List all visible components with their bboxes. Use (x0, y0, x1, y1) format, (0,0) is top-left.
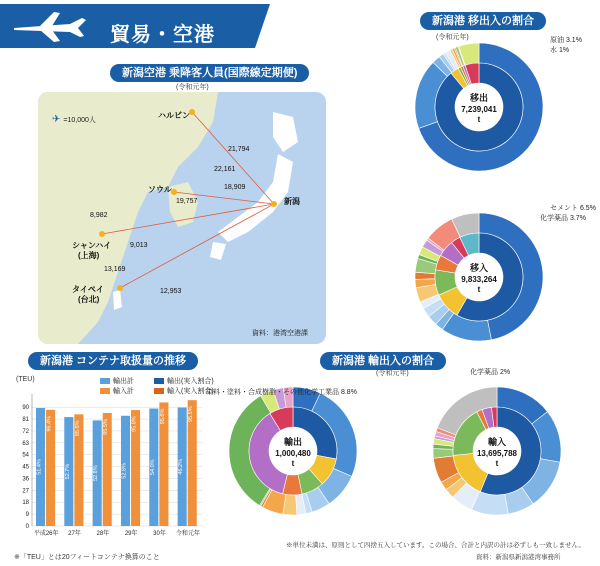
flow-shanghai-in: 9,013 (130, 242, 148, 249)
city-seoul: ソウル (148, 185, 172, 194)
bar-label-import: 95.5% (103, 419, 110, 435)
bar-label-import: 96.4% (46, 416, 53, 432)
y-tick-label: 72 (22, 428, 29, 435)
donut-unit: t (291, 459, 295, 468)
flow-taipei-in: 12,953 (160, 288, 182, 295)
y-tick-label: 27 (22, 488, 29, 495)
x-tick-label: 平成26年 (33, 531, 59, 537)
city-niigata: 新潟 (284, 197, 300, 206)
donut-name: 輸入 (487, 437, 507, 447)
label-import-chem: 化学薬品 2% (470, 369, 511, 376)
bar-label-import: 95.6% (159, 408, 166, 425)
donut-name: 移入 (469, 263, 489, 273)
label-crude: 原油 3.1% (550, 37, 582, 44)
pie-ishutsu (412, 40, 546, 174)
donut-total: 9,833,264 (461, 275, 497, 284)
city-taipei: タイペイ (72, 285, 104, 294)
flow-seoul-out: 18,909 (224, 184, 246, 191)
x-tick-label: 30年 (153, 531, 166, 537)
map-legend: ✈ =10,000人 (52, 114, 96, 125)
airport-source: 資料：港湾空港課 (252, 330, 308, 337)
donut-unit: t (477, 115, 481, 124)
city-shanghai-sub: (上海) (78, 251, 100, 260)
legend-import-rate: 輸入(実入割合) (154, 386, 214, 396)
y-tick-label: 18 (22, 500, 29, 507)
bar-label-import: 95.5% (188, 406, 195, 423)
x-tick-label: 27年 (68, 531, 81, 537)
label-export-other: 染料・塗料・合成樹脂・その他化学工業品 8.8% (206, 389, 357, 396)
y-tick-label: 0 (25, 524, 29, 530)
y-tick-label: 9 (25, 512, 29, 519)
x-tick-label: 28年 (96, 531, 110, 537)
x-tick-label: 令和元年 (175, 531, 200, 537)
label-chem: 化学薬品 3.7% (540, 215, 586, 222)
bar-label-export: 52.8% (93, 465, 100, 482)
flow-taipei-out: 13,169 (104, 266, 126, 273)
flow-seoul-in: 19,757 (176, 198, 198, 205)
donut-total: 13,695,788 (476, 449, 518, 458)
footnote-source: 資料：新潟県新潟港湾事務所 (476, 554, 561, 561)
domestic-title: 新潟港 移出入の割合 (420, 12, 546, 30)
label-water: 水 1% (550, 47, 570, 54)
bar-label-import: 95.8% (131, 416, 138, 432)
y-tick-label: 81 (22, 417, 29, 424)
airplane-icon: ✈ (52, 114, 61, 125)
y-tick-label: 63 (22, 440, 29, 447)
legend-import: 輸入計 (100, 386, 134, 396)
bar-label-export: 51.4% (36, 459, 43, 475)
legend-export: 輸出計 (100, 376, 134, 386)
page-title: 貿易・空港 (110, 24, 215, 46)
container-bar-chart (10, 386, 210, 546)
bar-label-export: 52.8% (121, 463, 128, 479)
legend-export-rate: 輸出(実入割合) (154, 376, 214, 386)
footnote-rounding: ※単位未満は、原則として四捨五入しています。この場合、合計と内訳の計は必ずしも一致しません。 (286, 542, 585, 549)
y-tick-label: 54 (22, 452, 29, 459)
donut-unit: t (495, 459, 499, 468)
bar-label-export: 54.0% (149, 459, 156, 476)
trade-subtitle: (令和元年) (376, 370, 409, 377)
y-tick-label: 90 (22, 405, 29, 412)
airport-map (38, 92, 326, 344)
pie-inyu (412, 210, 546, 344)
city-shanghai: シャンハイ (72, 241, 112, 250)
flow-harbin-out: 21,794 (228, 146, 250, 153)
x-tick-label: 29年 (124, 531, 138, 537)
y-tick-label: 36 (22, 476, 29, 483)
pie-export (226, 384, 360, 518)
city-taipei-sub: (台北) (78, 295, 100, 304)
airport-subtitle: (令和元年) (176, 84, 209, 91)
bar-label-export: 46.2% (178, 458, 185, 475)
trade-title: 新潟港 輸出入の割合 (320, 352, 446, 370)
bar-label-import: 95.6% (74, 420, 81, 437)
donut-name: 移出 (469, 93, 489, 103)
airport-title: 新潟空港 乗降客人員(国際線定期便) (110, 64, 309, 82)
donut-total: 7,239,041 (461, 105, 497, 114)
domestic-subtitle: (令和元年) (436, 34, 469, 41)
container-note: ※「TEU」とは20フィートコンテナ換算のこと (14, 554, 160, 561)
donut-unit: t (477, 285, 481, 294)
y-tick-label: 45 (22, 464, 29, 471)
container-ylabel: (TEU) (16, 376, 35, 383)
pie-import (430, 384, 564, 518)
container-title: 新潟港 コンテナ取扱量の推移 (28, 352, 198, 370)
airplane-header-icon (10, 8, 90, 46)
map-land (38, 92, 326, 344)
bar-label-export: 52.7% (64, 463, 71, 480)
flow-shanghai-out: 8,982 (90, 212, 108, 219)
label-cement: セメント 6.5% (550, 205, 596, 212)
donut-name: 輸出 (283, 437, 303, 447)
flow-harbin-in: 22,161 (214, 166, 236, 173)
donut-total: 1,000,480 (275, 449, 311, 458)
city-harbin: ハルビン (158, 111, 190, 120)
